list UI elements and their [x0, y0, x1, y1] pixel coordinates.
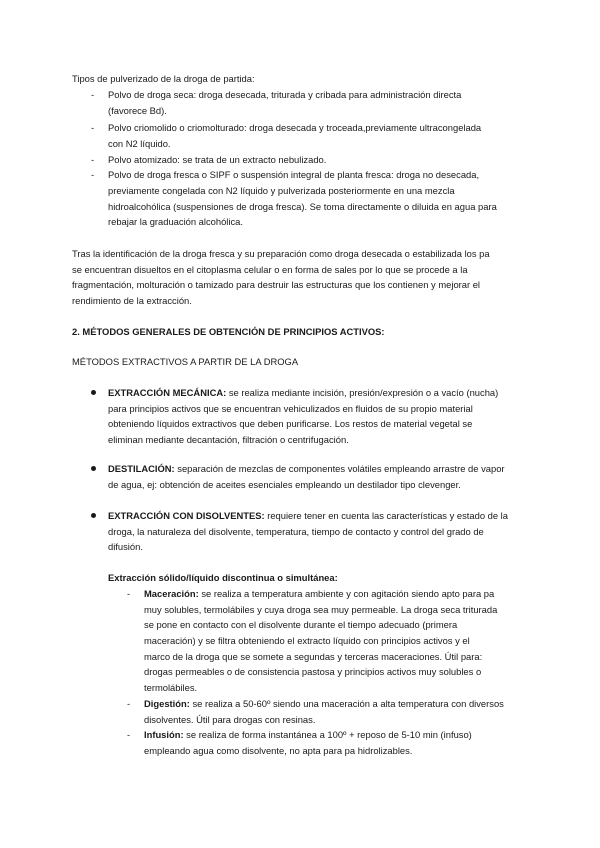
bullet-label: EXTRACCIÓN MECÁNICA:	[108, 387, 227, 398]
paragraph-line: rendimiento de la extracción.	[72, 295, 192, 306]
subitem-line	[144, 729, 472, 741]
list-item-line: Polvo de droga fresca o SIPF o suspensión integral de planta fresca: droga no desecada,	[108, 169, 480, 180]
bullet-line	[108, 463, 505, 475]
list-item-line: Polvo atomizado: se trata de un extracto nebulizado.	[108, 154, 327, 165]
subitem-line: termolábiles.	[144, 682, 198, 693]
bullet-line: de agua, ej: obtención de aceites esenciales empleando un destilador tipo clevenger.	[108, 479, 461, 490]
section2-heading: 2. MÉTODOS GENERALES DE OBTENCIÓN DE PRINCIPIOS ACTIVOS:	[72, 326, 385, 337]
bullet-dot	[91, 466, 96, 471]
subitem-line	[144, 588, 494, 600]
bullet-line: droga, la naturaleza del disolvente, temperatura, tiempo de contacto y control del grado de	[108, 526, 484, 537]
subitem-line: empleando agua como disolvente, no apta para pa hidrolizables.	[144, 745, 413, 756]
bullet-line	[108, 510, 508, 522]
list-item-line: (favorece Bd).	[108, 105, 167, 116]
subsection-heading: Extracción sólido/líquido discontinua o simultánea:	[108, 572, 338, 583]
bullet-text: separación de mezclas de componentes volátiles empleando arrastre de vapor	[174, 463, 505, 474]
subitem-line: se pone en contacto con el disolvente durante el tiempo adecuado (primera	[144, 619, 458, 630]
subitem-label: Maceración:	[144, 588, 199, 599]
subitem-text: se realiza a 50-60º siendo una maceración a alta temperatura con diversos	[189, 698, 504, 709]
subitem-label: Digestión:	[144, 698, 190, 709]
bullet-line: obteniendo líquidos extractivos que deben purificarse. Los restos de material vegetal se	[108, 418, 473, 429]
section1-heading: Tipos de pulverizado de la droga de partida:	[72, 73, 255, 84]
subitem-text: se realiza a temperatura ambiente y con agitación siendo apto para pa	[198, 588, 495, 599]
list-item-line: Polvo criomolido o criomolturado: droga desecada y troceada,previamente ultracongelada	[108, 122, 482, 133]
subitem-line: marco de la droga que se somete a segundas y terceras maceraciones. Útil para:	[144, 651, 483, 662]
subitem-line	[144, 698, 504, 710]
list-item-line: hidroalcohólica (suspensiones de droga fresca). Se toma directamente o diluida en agua para	[108, 201, 497, 212]
subitem-label: Infusión:	[144, 729, 184, 740]
list-dash: -	[127, 588, 131, 599]
paragraph-line: fragmentación, molturación o tamizado para destruir las estructuras que los contienen y mejorar el	[72, 279, 481, 290]
subitem-line: drogas permeables o de consistencia pastosa y principios activos muy solubles o	[144, 666, 482, 677]
paragraph-line: se encuentran disueltos en el citoplasma celular o en forma de sales por lo que se procede a la	[72, 264, 468, 275]
bullet-label: EXTRACCIÓN CON DISOLVENTES:	[108, 510, 265, 521]
subitem-text: se realiza de forma instantánea a 100º + reposo de 5-10 min (infuso)	[183, 729, 472, 740]
bullet-line: eliminan mediante decantación, filtración o centrifugación.	[108, 434, 349, 445]
subitem-line: disolventes. Útil para drogas con resinas.	[144, 714, 316, 725]
list-dash: -	[91, 89, 95, 100]
bullet-label: DESTILACIÓN:	[108, 463, 175, 474]
list-dash: -	[91, 154, 95, 165]
section2-subheading: MÉTODOS EXTRACTIVOS A PARTIR DE LA DROGA	[72, 356, 299, 367]
list-item-line: con N2 líquido.	[108, 138, 171, 149]
subitem-line: muy solubles, termolábiles y cuya droga sea muy permeable. La droga seca triturada	[144, 604, 498, 615]
bullet-dot	[91, 513, 96, 518]
bullet-line	[108, 387, 498, 399]
bullet-dot	[91, 390, 96, 395]
bullet-text: requiere tener en cuenta las características y estado de la	[264, 510, 508, 521]
list-item-line: Polvo de droga seca: droga desecada, triturada y cribada para administración directa	[108, 89, 462, 100]
paragraph-line: Tras la identificación de la droga fresca y su preparación como droga desecada o estabilizada los pa	[72, 248, 490, 259]
list-dash: -	[91, 169, 95, 180]
bullet-line: difusión.	[108, 541, 143, 552]
list-item-line: previamente congelada con N2 líquido y pulverizada posteriormente en una mezcla	[108, 185, 455, 196]
list-item-line: rebajar la graduación alcohólica.	[108, 216, 243, 227]
list-dash: -	[91, 122, 95, 133]
list-dash: -	[127, 698, 131, 709]
bullet-line: para principios activos que se encuentran vehiculizados en fluidos de su propio material	[108, 403, 473, 414]
bullet-text: se realiza mediante incisión, presión/expresión o a vacío (nucha)	[226, 387, 499, 398]
list-dash: -	[127, 729, 131, 740]
subitem-line: maceración) y se filtra obteniendo el extracto líquido con principios activos y el	[144, 635, 470, 646]
